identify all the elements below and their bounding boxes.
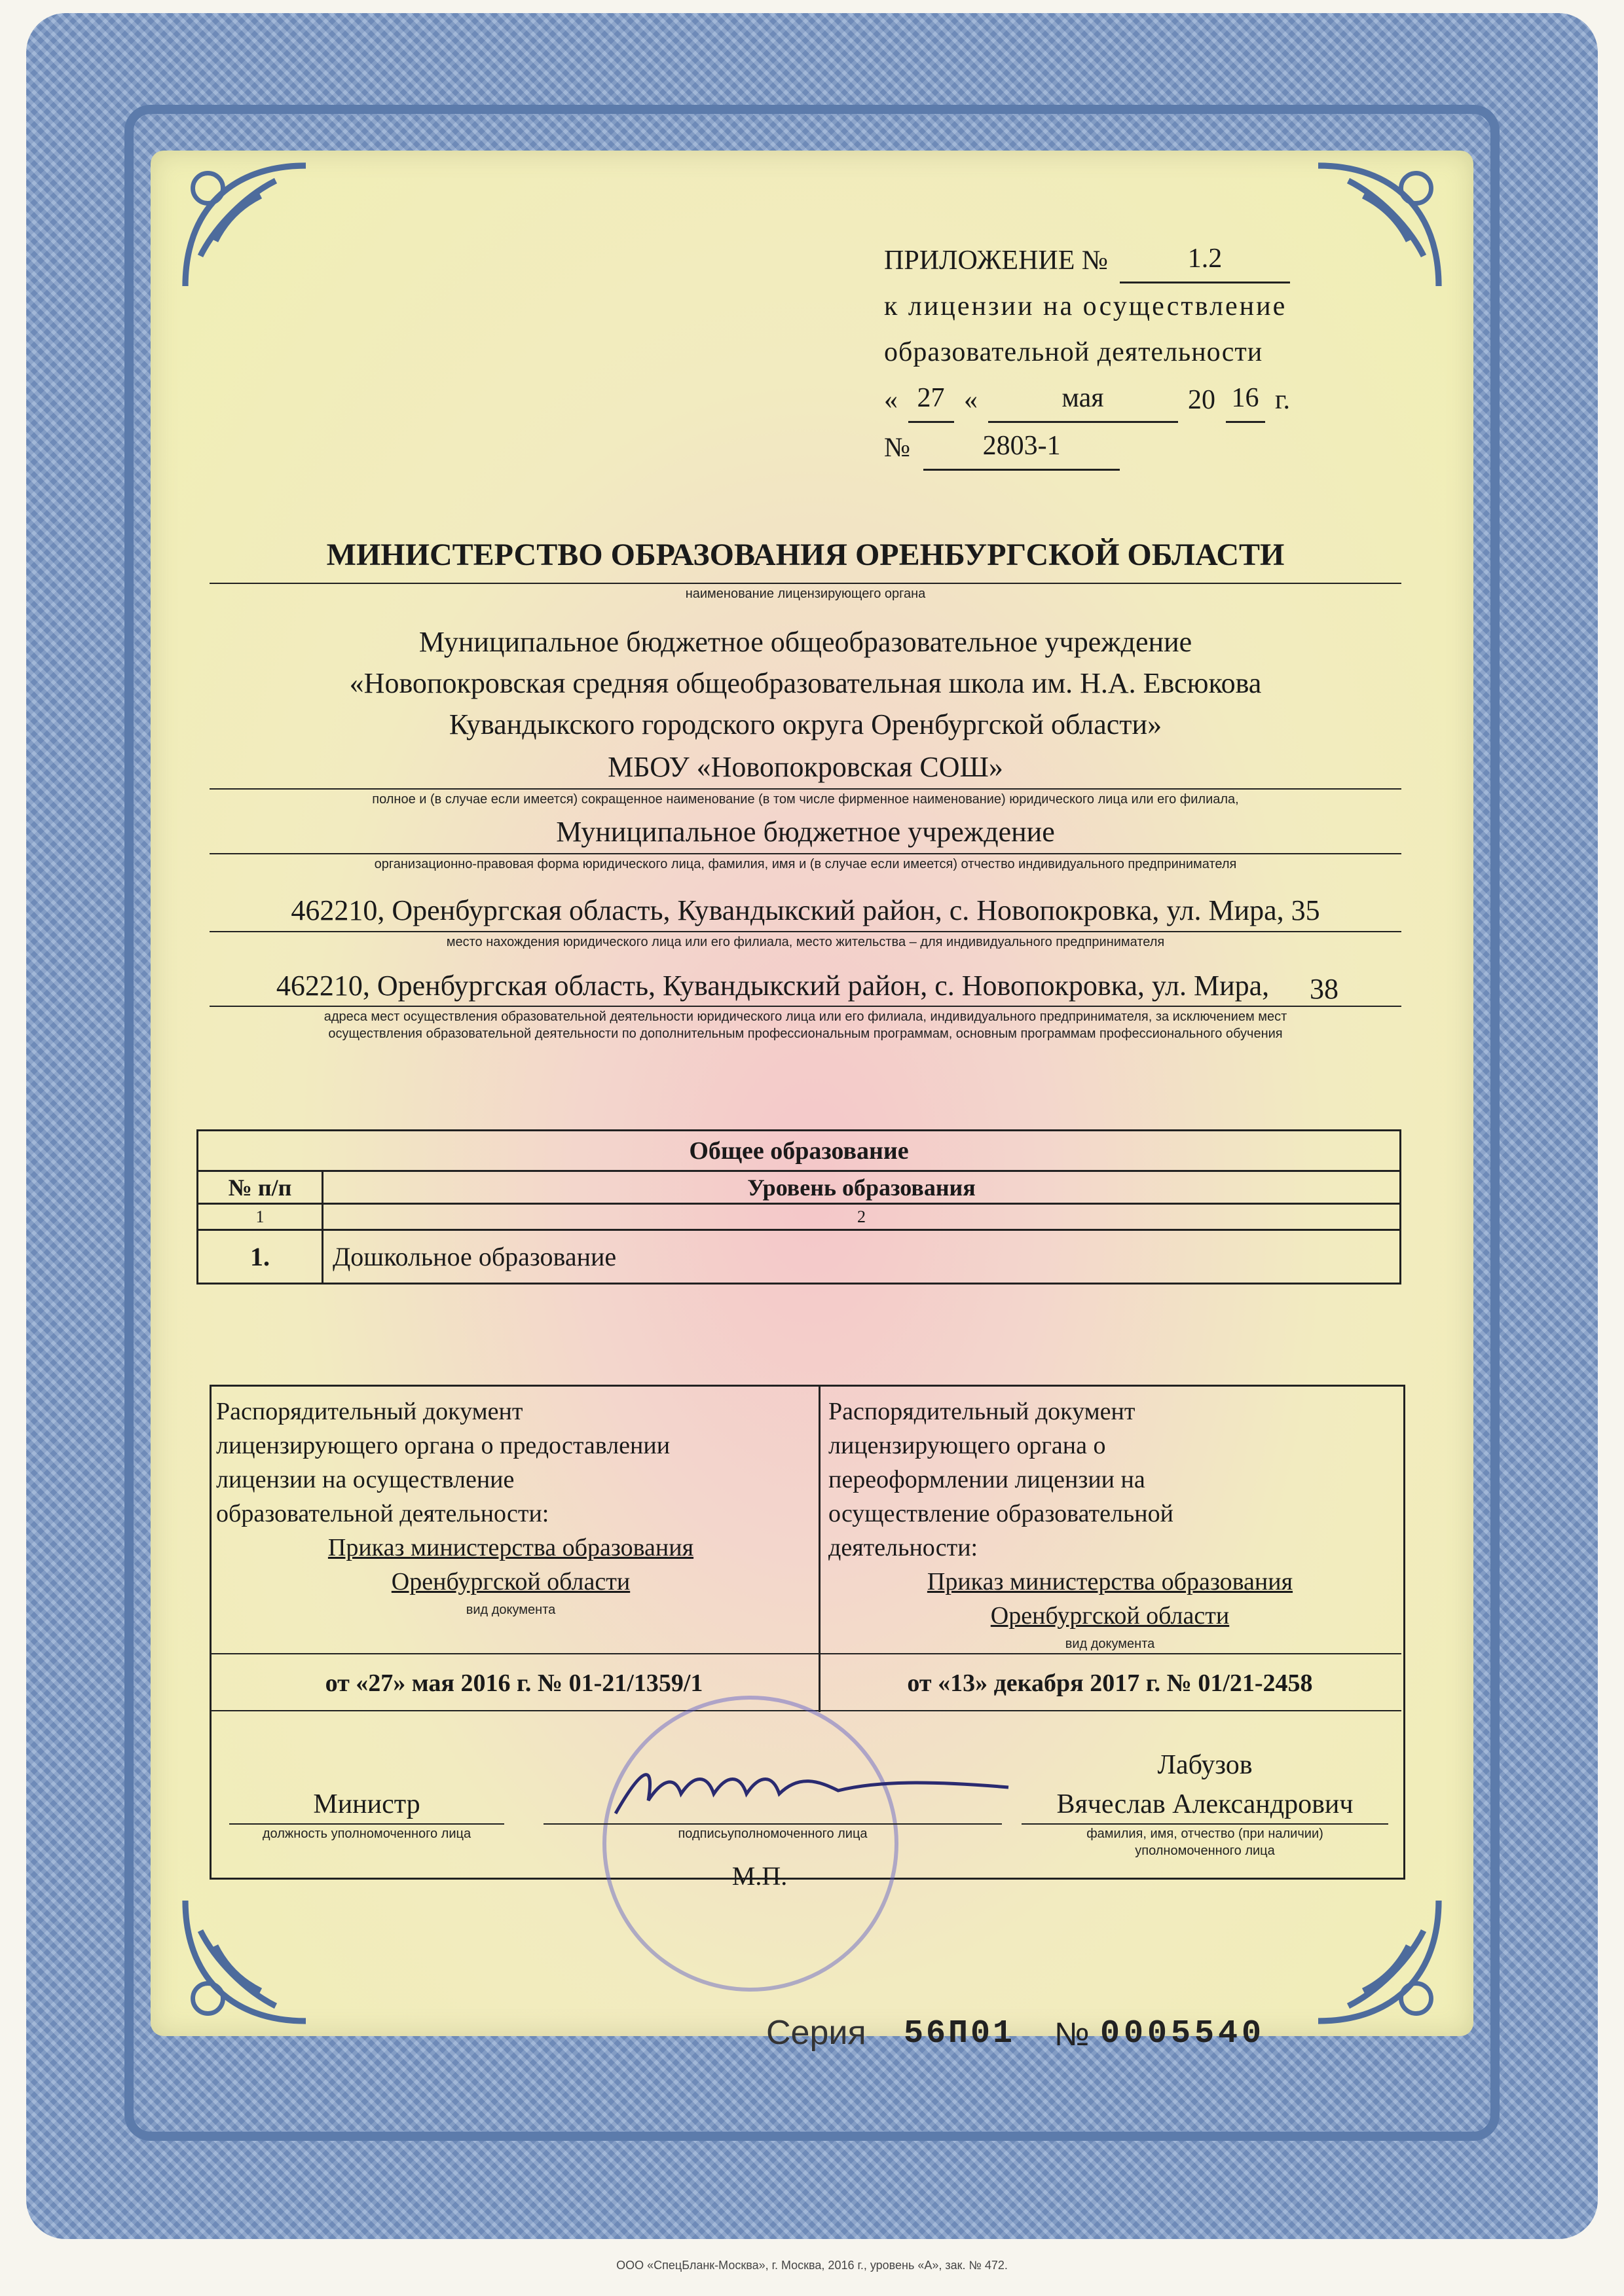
row-level: Дошкольное образование — [323, 1230, 1401, 1284]
org-underline — [210, 788, 1401, 790]
seal-stamp-icon — [602, 1696, 898, 1992]
activity-house: 38 — [1310, 973, 1338, 1005]
left-order-text — [216, 1394, 805, 1599]
annex-line2: образовательной деятельности — [884, 337, 1263, 367]
right-order-caption: вид документа — [1065, 1637, 1155, 1651]
right-order-line: лицензирующего органа о — [828, 1432, 1106, 1459]
signatory-name: Вячеслав Александрович — [1056, 1789, 1354, 1819]
activity-underline — [210, 1006, 1401, 1007]
row-number: 1. — [198, 1230, 323, 1284]
signature-icon — [602, 1755, 1022, 1827]
col-number-header: № п/п — [198, 1171, 323, 1204]
address-caption: место нахождения юридического лица или его филиала, место жительства – для индивидуального предпринимателя — [446, 935, 1165, 949]
right-order-date: от «13» декабря 2017 г. № 01/21-2458 — [907, 1669, 1313, 1697]
annex-line1: к лицензии на осуществление — [884, 291, 1287, 321]
right-order-text — [828, 1394, 1392, 1633]
corner-ornament-icon — [170, 1886, 321, 2036]
left-order-date: от «27» мая 2016 г. № 01-21/1359/1 — [325, 1669, 703, 1697]
col-level-header: Уровень образования — [323, 1171, 1401, 1204]
year-prefix: 20 — [1188, 385, 1215, 415]
sign-underline — [544, 1823, 1002, 1825]
annex-year: 16 — [1226, 375, 1265, 423]
annex-label: ПРИЛОЖЕНИЕ № — [884, 246, 1108, 276]
left-order-caption: вид документа — [466, 1603, 556, 1617]
position-caption: должность уполномоченного лица — [262, 1827, 471, 1841]
activity-caption-line1: адреса мест осуществления образовательной деятельности юридического лица или его филиала, индивидуального предпринимателя, за исключением мест — [323, 1010, 1287, 1024]
authority-underline — [210, 583, 1401, 584]
corner-ornament-icon — [1303, 151, 1454, 301]
signatory-surname: Лабузов — [1157, 1750, 1253, 1780]
corner-ornament-icon — [1303, 1886, 1454, 2036]
org-caption: полное и (в случае если имеется) сокращенное наименование (в том числе фирменное наименование) юридического лица или его филиала, — [372, 792, 1239, 807]
license-number: 2803-1 — [923, 423, 1120, 471]
right-order-doc-line2: Оренбургской области — [990, 1602, 1230, 1630]
quote-close: « — [964, 385, 978, 415]
org-short-name: МБОУ «Новопокровская СОШ» — [608, 751, 1003, 783]
signatory-position: Министр — [313, 1789, 420, 1819]
annex-month: мая — [988, 375, 1178, 423]
series-no-label: № — [1054, 2016, 1090, 2052]
education-table — [196, 1129, 1401, 1285]
annex-header — [884, 236, 1290, 471]
position-underline — [229, 1823, 504, 1825]
sign-caption: подписьуполномоченного лица — [678, 1827, 868, 1841]
right-order-line: осуществление образовательной — [828, 1500, 1173, 1527]
right-order-line: деятельности: — [828, 1534, 978, 1561]
series-number: 0005540 — [1100, 2015, 1266, 2052]
quote-open: « — [884, 385, 898, 415]
name-caption-line2: уполномоченного лица — [1135, 1844, 1275, 1858]
left-order-line: образовательной деятельности: — [216, 1500, 549, 1527]
col-index-1: 1 — [198, 1204, 323, 1230]
name-underline — [1022, 1823, 1388, 1825]
activity-address: 462210, Оренбургская область, Кувандыкский район, с. Новопокровка, ул. Мира, — [276, 970, 1270, 1002]
license-no-label: № — [884, 433, 911, 463]
authority-name: МИНИСТЕРСТВО ОБРАЗОВАНИЯ ОРЕНБУРГСКОЙ ОБЛАСТИ — [326, 538, 1285, 572]
right-order-doc-line1: Приказ министерства образования — [927, 1568, 1293, 1595]
series-code: 56П01 — [904, 2015, 1016, 2052]
left-order-doc-line2: Оренбургской области — [391, 1568, 631, 1595]
right-order-line: Распорядительный документ — [828, 1398, 1135, 1425]
org-name-line1: Муниципальное бюджетное общеобразовательное учреждение — [418, 626, 1192, 658]
org-address: 462210, Оренбургская область, Кувандыкский район, с. Новопокровка, ул. Мира, 35 — [291, 894, 1320, 926]
org-legal-form: Муниципальное бюджетное учреждение — [556, 816, 1055, 848]
name-caption-line1: фамилия, имя, отчество (при наличии) — [1086, 1827, 1323, 1841]
authority-caption: наименование лицензирующего органа — [685, 587, 926, 601]
orders-divider — [819, 1385, 821, 1712]
address-underline — [210, 931, 1401, 932]
stamp-place: М.П. — [731, 1861, 788, 1891]
org-name-line2: «Новопокровская средняя общеобразовательная школа им. Н.А. Евсюкова — [349, 667, 1262, 699]
corner-ornament-icon — [170, 151, 321, 301]
table-title: Общее образование — [198, 1131, 1401, 1171]
left-order-line: лицензии на осуществление — [216, 1466, 515, 1493]
orders-hline-1 — [210, 1653, 1401, 1654]
year-g: г. — [1275, 385, 1290, 415]
annex-day: 27 — [908, 375, 954, 423]
table-row — [198, 1230, 1401, 1284]
form-caption: организационно-правовая форма юридического лица, фамилия, имя и (в случае если имеется) отчество индивидуального предпринимателя — [374, 857, 1237, 871]
form-underline — [210, 853, 1401, 854]
printer-footer: ООО «СпецБланк-Москва», г. Москва, 2016 г., уровень «А», зак. № 472. — [616, 2259, 1008, 2272]
right-order-line: переоформлении лицензии на — [828, 1466, 1145, 1493]
activity-caption-line2: осуществления образовательной деятельности по дополнительным профессиональным программам, основным программам профессионального обучения — [328, 1027, 1283, 1041]
left-order-line: Распорядительный документ — [216, 1398, 523, 1425]
series-label: Серия — [766, 2014, 866, 2052]
left-order-doc-line1: Приказ министерства образования — [327, 1534, 694, 1561]
left-order-line: лицензирующего органа о предоставлении — [216, 1432, 671, 1459]
col-index-2: 2 — [323, 1204, 1401, 1230]
annex-number: 1.2 — [1120, 236, 1290, 283]
org-name-line3: Кувандыкского городского округа Оренбургской области» — [449, 708, 1162, 740]
